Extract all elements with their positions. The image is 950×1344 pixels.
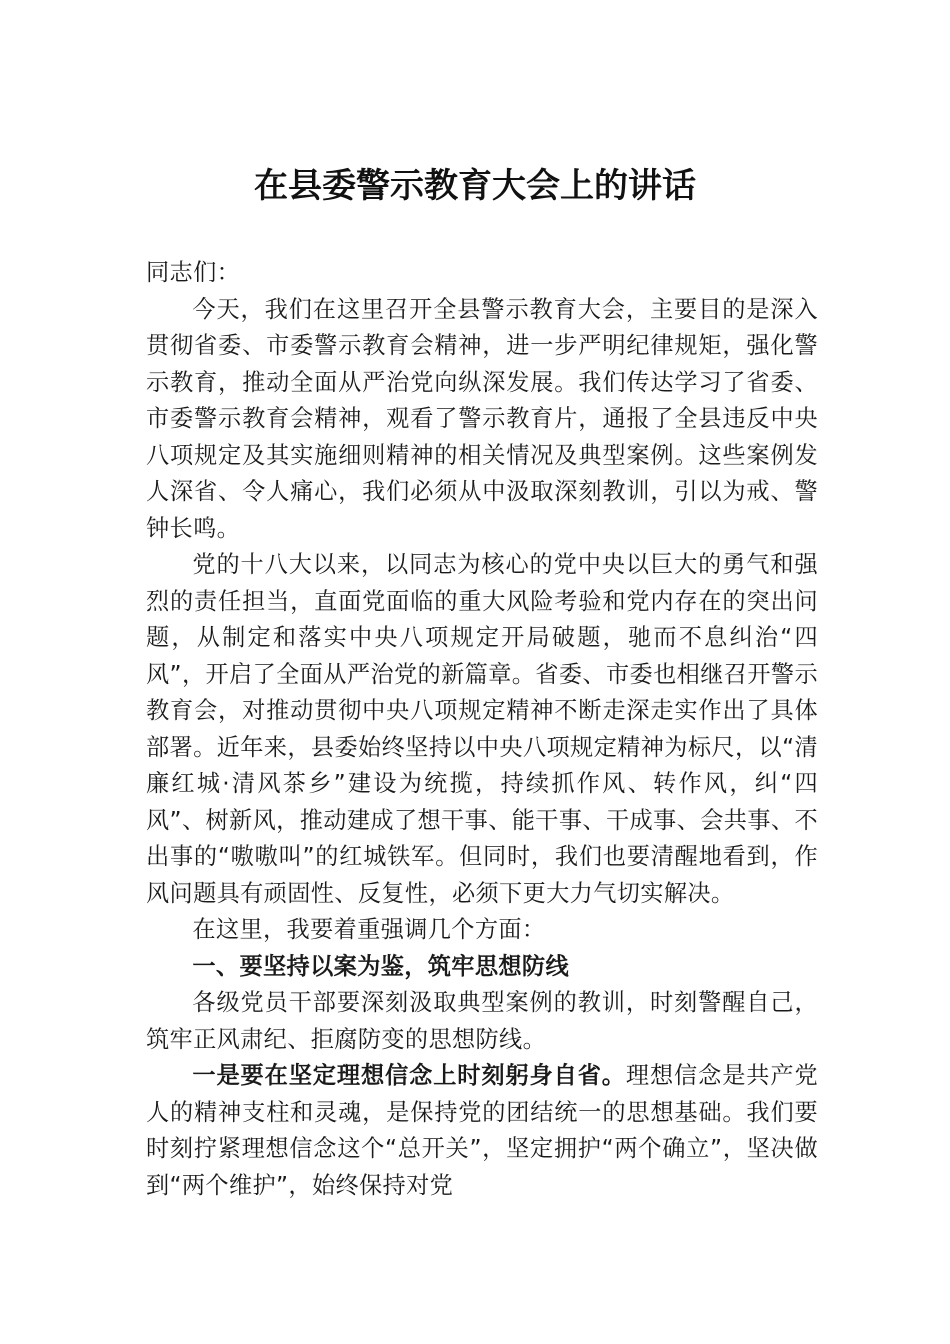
section-heading: 一、要坚持以案为鉴，筑牢思想防线 [192,952,569,980]
point-text: 理想信念是共产党人的精神支柱和灵魂，是保持党的团结统一的思想基础。我们要时刻拧紧理想信念这个“总开关”，坚定拥护“两个确立”，坚决做到“两个维护”，始终保持对党 [146,1062,818,1199]
document-title: 在县委警示教育大会上的讲话 [254,166,696,206]
point-paragraph [146,1058,818,1204]
document-body [146,255,818,1204]
paragraph-background: 党的十八大以来，以同志为核心的党中央以巨大的勇气和强烈的责任担当，直面党面临的重大风险考验和党内存在的突出问题，从制定和落实中央八项规定开局破题，驰而不息纠治“四风”，开启了全面从严治党的新篇章。省委、市委也相继召开警示教育会，对推动贯彻中央八项规定精神不断走深走实作出了具体部署。近年来，县委始终坚持以中央八项规定精神为标尺，以“清廉红城·清风茶乡”建设为统揽，持续抓作风、转作风，纠“四风”、树新风，推动建成了想干事、能干事、干成事、会共事、不出事的“嗷嗷叫”的红城铁军。但同时，我们也要清醒地看到，作风问题具有顽固性、反复性，必须下更大力气切实解决。 [146,551,818,907]
paragraph-transition: 在这里，我要着重强调几个方面： [192,916,546,943]
section-paragraph: 各级党员干部要深刻汲取典型案例的教训，时刻警醒自己，筑牢正风肃纪、拒腐防变的思想防线。 [146,989,818,1053]
salutation: 同志们： [146,259,241,286]
paragraph-intro: 今天，我们在这里召开全县警示教育大会，主要目的是深入贯彻省委、市委警示教育会精神，进一步严明纪律规矩，强化警示教育，推动全面从严治党向纵深发展。我们传达学习了省委、市委警示教育会精神，观看了警示教育片，通报了全县违反中央八项规定及其实施细则精神的相关情况及典型案例。这些案例发人深省、令人痛心，我们必须从中汲取深刻教训，引以为戒、警钟长鸣。 [146,295,818,542]
point-lead: 一是要在坚定理想信念上时刻躬身自省。 [192,1062,626,1089]
